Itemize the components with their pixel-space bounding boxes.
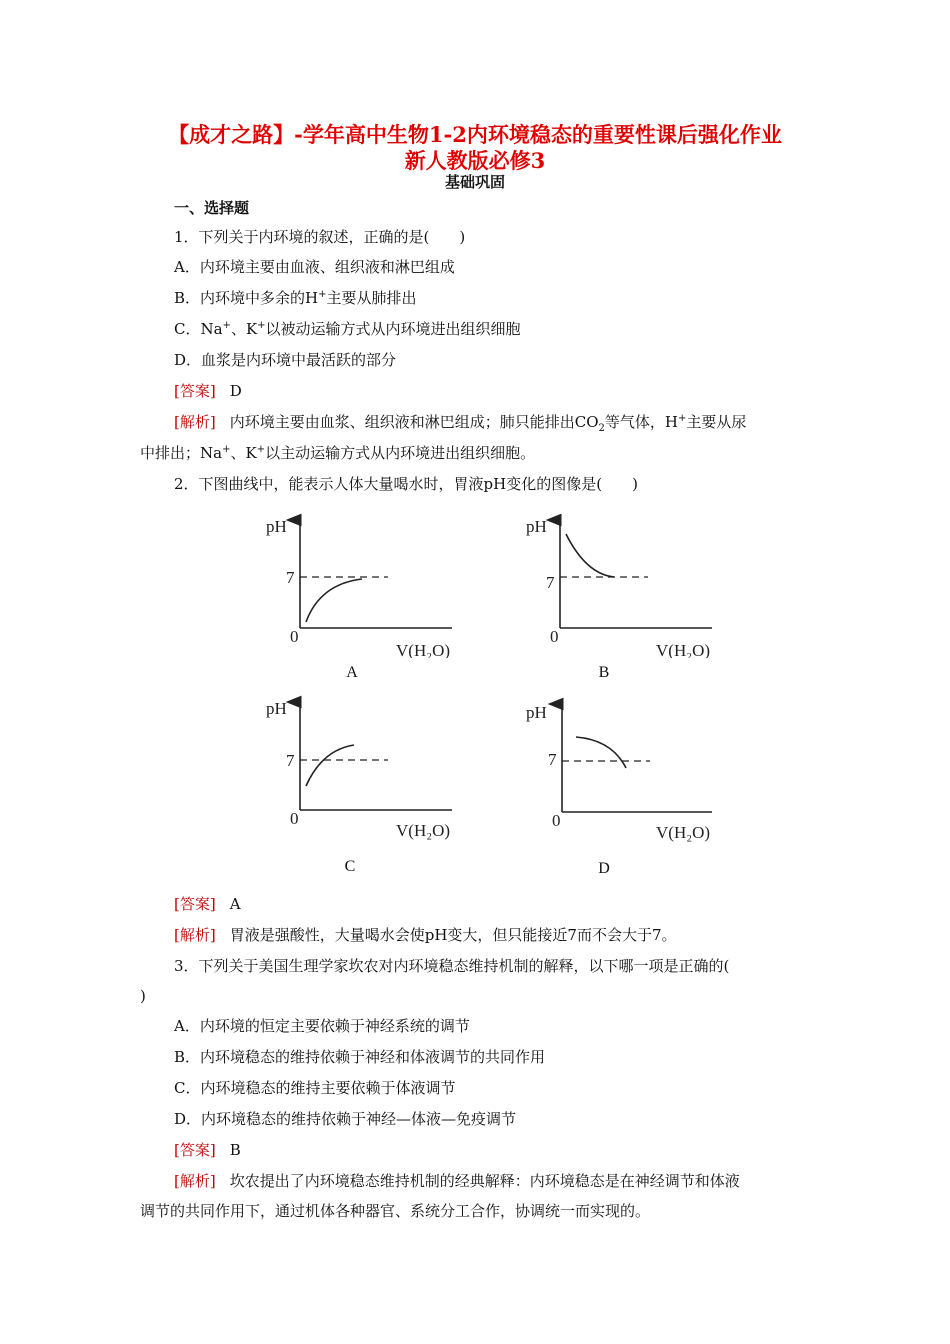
q1-analysis-line1: [解析] 内环境主要由血浆、组织液和淋巴组成；肺只能排出$CO_2$等气体，H+主要从尿 [174,413,747,434]
chart-a-origin: 0 [290,627,299,646]
doc-subtitle: 基础巩固 [444,173,505,191]
q3-answer: [答案] B [174,1141,241,1159]
chart-b-tick-7: 7 [546,573,555,592]
q3-option-b: B．内环境稳态的维持依赖于神经和体液调节的共同作用 [174,1048,546,1066]
doc-title-line1: 【成才之路】-学年高中生物1-2内环境稳态的重要性课后强化作业 [168,122,782,147]
q3-stem-line2: ) [140,987,146,1005]
q3-analysis-line2: 调节的共同作用下，通过机体各种器官、系统分工合作，协调统一而实现的。 [140,1202,651,1220]
q3-stem-line1: 3．下列关于美国生理学家坎农对内环境稳态维持机制的解释，以下哪一项是正确的( [174,957,730,975]
chart-c-origin: 0 [290,809,299,828]
q1-analysis-line2: 中排出；Na+、K+以主动运输方式从内环境进出组织细胞。 [140,444,536,462]
chart-a-curve [306,579,362,622]
q2-answer: [答案] A [174,895,241,913]
q1-option-d: D．血浆是内环境中最活跃的部分 [174,351,397,369]
q2-stem: 2．下图曲线中，能表示人体大量喝水时，胃液pH变化的图像是( ) [174,475,638,493]
chart-a-xlabel: V(H₂O) [396,641,451,658]
chart-a [262,508,462,658]
chart-c-label: C [344,858,356,875]
chart-c-xlabel: V(H₂O) [396,821,451,840]
q1-answer: [答案] D [174,382,242,400]
chart-c-curve [306,745,354,786]
doc-title-line2: 新人教版必修3 [404,148,546,173]
q1-option-b: B．内环境中多余的H+主要从肺排出 [174,289,417,307]
q1-option-c: C．Na+、K+以被动运输方式从内环境进出组织细胞 [174,320,521,338]
chart-d-tick-7: 7 [548,750,557,769]
chart-b-origin: 0 [550,627,559,646]
q2-analysis: [解析] 胃液是强酸性，大量喝水会使pH变大，但只能接近7而不会大于7。 [174,926,677,944]
q1-stem: 1．下列关于内环境的叙述，正确的是( ) [174,228,466,246]
chart-a-tick-7: 7 [286,568,295,587]
chart-d [522,692,722,842]
chart-b-ylabel: pH [526,517,547,536]
chart-b-curve [566,534,614,577]
chart-d-origin: 0 [552,811,561,830]
chart-c-ylabel: pH [266,699,287,718]
chart-d-label: D [598,860,610,877]
chart-c [262,690,462,840]
q3-option-d: D．内环境稳态的维持依赖于神经—体液—免疫调节 [174,1110,517,1128]
chart-d-curve [576,737,626,768]
chart-d-ylabel: pH [526,703,547,722]
q1-option-a: A．内环境主要由血液、组织液和淋巴组成 [174,258,455,276]
q3-analysis-line1: [解析] 坎农提出了内环境稳态维持机制的经典解释：内环境稳态是在神经调节和体液 [174,1172,740,1190]
chart-a-ylabel: pH [266,517,287,536]
chart-d-xlabel: V(H₂O) [656,823,711,842]
q3-option-a: A．内环境的恒定主要依赖于神经系统的调节 [174,1017,470,1035]
chart-c-tick-7: 7 [286,751,295,770]
section-heading: 一、选择题 [174,199,250,217]
chart-b [522,508,722,658]
chart-b-xlabel: V(H₂O) [656,641,711,658]
chart-a-label: A [346,664,358,681]
chart-b-label: B [598,664,610,681]
q3-option-c: C．内环境稳态的维持主要依赖于体液调节 [174,1079,456,1097]
